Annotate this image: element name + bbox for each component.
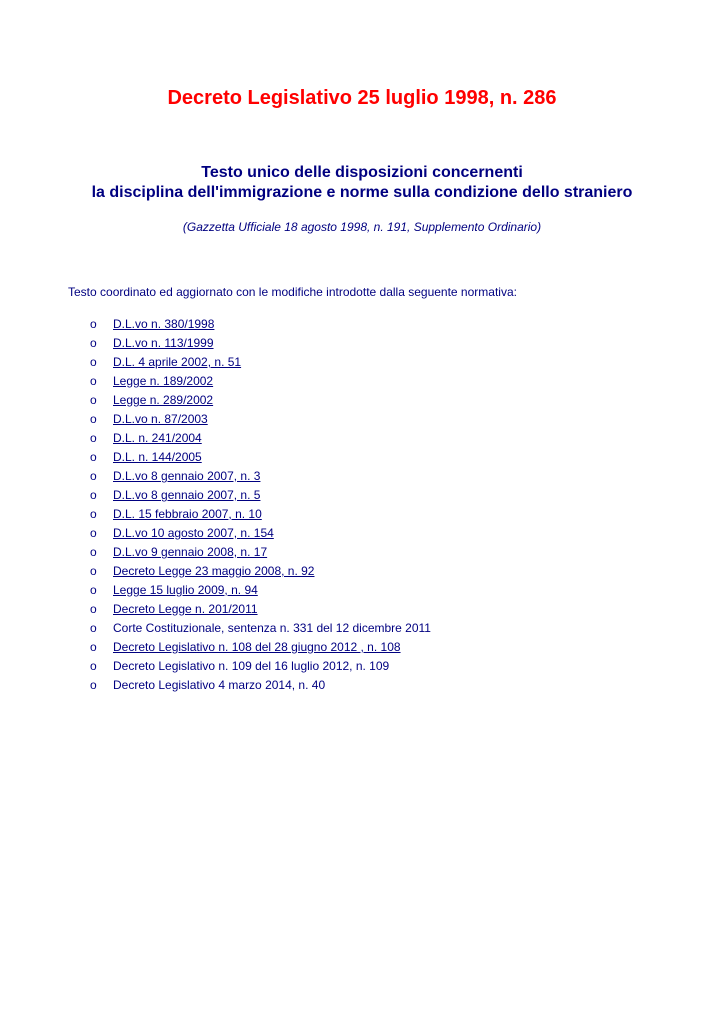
bullet-icon: o	[90, 678, 97, 692]
amendment-link[interactable]: Legge n. 189/2002	[113, 374, 214, 388]
bullet-icon: o	[90, 393, 97, 407]
bullet-icon: o	[90, 621, 97, 635]
bullet-icon: o	[90, 374, 97, 388]
bullet-icon: o	[90, 336, 97, 350]
bullet-icon: o	[90, 317, 97, 331]
amendment-link[interactable]: D.L.vo n. 113/1999	[113, 336, 214, 350]
bullet-icon: o	[90, 602, 97, 616]
subtitle-line-2: la disciplina dell'immigrazione e norme sulla condizione dello straniero	[91, 184, 633, 201]
amendment-link[interactable]: Decreto Legislativo n. 108 del 28 giugno 2012 , n. 108	[113, 640, 401, 654]
bullet-icon: o	[90, 564, 97, 578]
amendment-text: Decreto Legislativo n. 109 del 16 luglio 2012, n. 109	[113, 659, 390, 673]
bullet-icon: o	[90, 488, 97, 502]
amendment-link[interactable]: Decreto Legge 23 maggio 2008, n. 92	[113, 564, 315, 578]
bullet-icon: o	[90, 412, 97, 426]
bullet-icon: o	[90, 450, 97, 464]
amendment-link[interactable]: Decreto Legge n. 201/2011	[113, 602, 258, 616]
document-subtitle	[0, 163, 724, 203]
amendment-link[interactable]: D.L. n. 144/2005	[113, 450, 202, 464]
amendment-link[interactable]: D.L.vo 9 gennaio 2008, n. 17	[113, 545, 268, 559]
amendment-link[interactable]: D.L.vo 10 agosto 2007, n. 154	[113, 526, 274, 540]
bullet-icon: o	[90, 526, 97, 540]
bullet-icon: o	[90, 355, 97, 369]
amendment-link[interactable]: Legge n. 289/2002	[113, 393, 214, 407]
bullet-icon: o	[90, 659, 97, 673]
amendment-link[interactable]: D.L. 15 febbraio 2007, n. 10	[113, 507, 262, 521]
bullet-icon: o	[90, 431, 97, 445]
amendment-link[interactable]: Legge 15 luglio 2009, n. 94	[113, 583, 258, 597]
document-title: Decreto Legislativo 25 luglio 1998, n. 286	[167, 87, 557, 109]
bullet-icon: o	[90, 640, 97, 654]
bullet-icon: o	[90, 583, 97, 597]
amendment-link[interactable]: D.L.vo 8 gennaio 2007, n. 5	[113, 488, 261, 502]
amendment-link[interactable]: D.L.vo 8 gennaio 2007, n. 3	[113, 469, 261, 483]
amendment-link[interactable]: D.L. n. 241/2004	[113, 431, 202, 445]
amendment-text: Corte Costituzionale, sentenza n. 331 del 12 dicembre 2011	[113, 621, 431, 635]
amendment-text: Decreto Legislativo 4 marzo 2014, n. 40	[113, 678, 326, 692]
bullet-icon: o	[90, 469, 97, 483]
intro-text: Testo coordinato ed aggiornato con le modifiche introdotte dalla seguente normativa:	[68, 285, 517, 299]
bullet-icon: o	[90, 545, 97, 559]
gazette-reference: (Gazzetta Ufficiale 18 agosto 1998, n. 191, Supplemento Ordinario)	[182, 220, 542, 234]
amendment-link[interactable]: D.L.vo n. 380/1998	[113, 317, 215, 331]
bullet-icon: o	[90, 507, 97, 521]
amendment-link[interactable]: D.L.vo n. 87/2003	[113, 412, 208, 426]
amendment-link[interactable]: D.L. 4 aprile 2002, n. 51	[113, 355, 242, 369]
subtitle-line-1: Testo unico delle disposizioni concernenti	[201, 164, 523, 181]
